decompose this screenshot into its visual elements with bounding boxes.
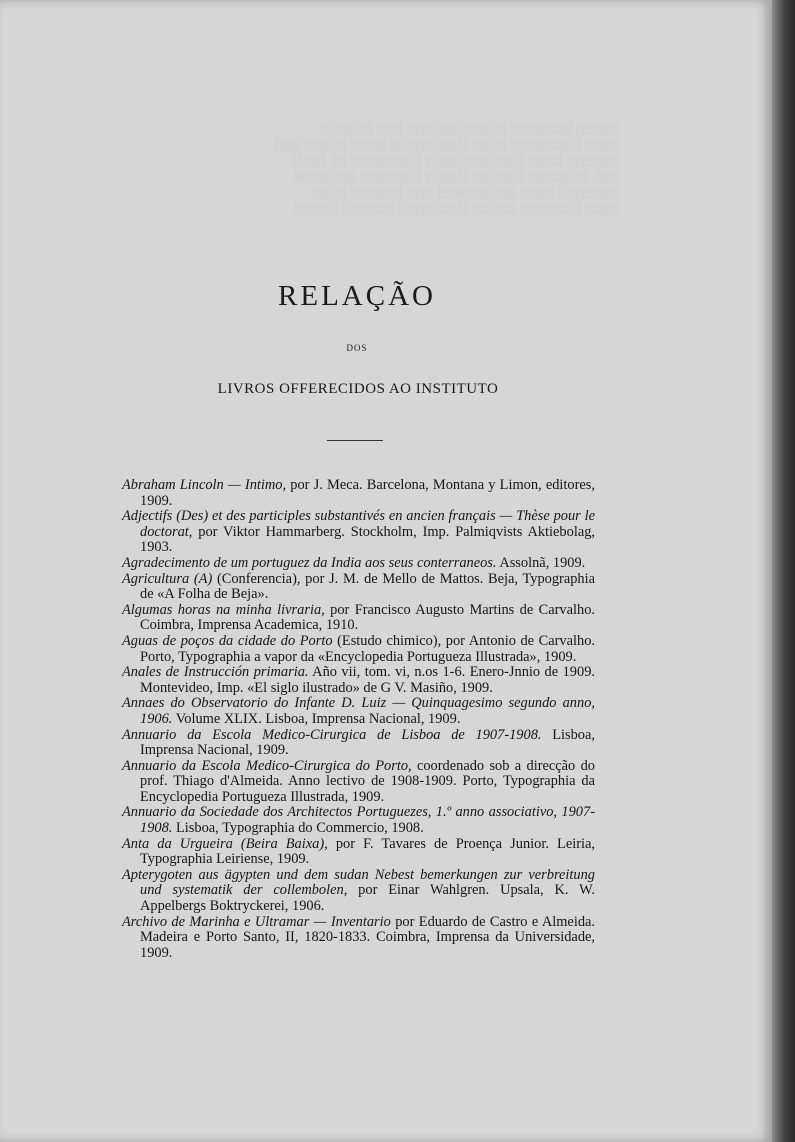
list-item [122, 478, 595, 509]
entry-title: Anales de Instrucción primaria. [122, 664, 309, 681]
entry-title: Annuario da Escola Medico-Cirurgica do Porto, [122, 757, 412, 774]
entry-title: Annuario da Escola Medico-Cirurgica de Lisboa de 1907-1908. [122, 726, 542, 743]
entry-details: coordenado sob a direcção do prof. Thiago d'Almeida. Anno lectivo de 1908-1909. Porto, Typographia da Encyclopedia Portugueza Illustrada, 1909. [140, 757, 595, 805]
list-item [122, 665, 595, 696]
entry-title: Agricultura (A) [122, 570, 213, 587]
entry-details: Assolnã, 1909. [496, 554, 586, 571]
entry-details: por F. Tavares de Proença Junior. Leiria, Typographia Leiriense, 1909. [140, 835, 596, 868]
entry-title: Aguas de poços da cidade do Porto [122, 632, 333, 649]
bleed-through-text: ░░░░░ ░░░░░░░ ░░░░░ ░░░░░░ ░░░ ░░░░░░ ░░░░ ░░░░░░░░ ░░░░ ░░░░░░░░░ ░░░░ ░░░░░ ░░░ ░░░░░░ ░░░░ ░░░░░░░ ░░░░ ░░░░░░░░ ░░ ░░░░ ░░░ ░░░░░░░ ░░░░░░ ░░░░░ ░░░░░░░ ░░░░░░░ ░░░░░░░ ░░░░ ░░░░░░░░░ ░░░ ░░░░░░ ░░░░ ░░░░ ░░░░░░░ ░░░░░ ░░░░░░░░ ░░░░░░ ░░░░░ [273, 121, 620, 215]
entry-details: por Einar Wahlgren. Upsala, K. W. Appelbergs Boktryckerei, 1906. [140, 882, 596, 915]
entry-title: Apterygoten aus ägypten und dem sudan Nebest bemerkungen zur verbreitung und systematik der collembolen, [122, 866, 595, 899]
entry-details: Lisboa, Imprensa Nacional, 1909. [140, 726, 595, 759]
section-divider [327, 440, 383, 441]
list-item [122, 696, 595, 727]
book-edge [772, 0, 795, 1142]
entry-details: Lisboa, Typographia do Commercio, 1908. [172, 820, 424, 837]
entry-details: (Estudo chimico), por Antonio de Carvalho. Porto, Typographia a vapor da «Encyclopedia Portugueza Illustrada», 1909. [140, 632, 595, 665]
list-item [122, 868, 595, 915]
list-item [122, 572, 595, 603]
entry-title: Abraham Lincoln — Intimo, [122, 477, 287, 493]
page-title: RELAÇÃO [278, 280, 436, 312]
list-item [122, 556, 595, 572]
entry-details: Año vii, tom. vi, n.os 1-6. Enero-Jnnio de 1909. Montevideo, Imp. «El siglo ilustrado» de G V. Masiño, 1909. [140, 664, 595, 696]
book-list [122, 478, 595, 961]
page-subtitle: LIVROS OFFERECIDOS AO INSTITUTO [217, 381, 499, 397]
entry-details: (Conferencia), por J. M. de Mello de Mattos. Beja, Typographia de «A Folha de Beja». [140, 570, 595, 603]
entry-title: Annuario da Sociedade dos Architectos Portuguezes, 1.º anno associativo, 1907-1908. [122, 804, 595, 837]
list-item [122, 603, 595, 634]
entry-title: Annaes do Observatorio do Infante D. Luiz — Quinquagesimo segundo anno, 1906. [122, 695, 595, 727]
entry-title: Adjectifs (Des) et des participles substantivés en ancien français — Thèse pour le doctorat, [122, 508, 595, 540]
title-connector: DOS [346, 343, 368, 353]
entry-title: Archivo de Marinha e Ultramar — Inventario [122, 913, 391, 930]
list-item [122, 759, 595, 806]
entry-title: Agradecimento de um portuguez da India aos seus conterraneos. [122, 554, 497, 571]
list-item [122, 805, 595, 836]
entry-details: por Francisco Augusto Martins de Carvalho. Coimbra, Imprensa Academica, 1910. [140, 601, 595, 634]
entry-details: Volume XLIX. Lisboa, Imprensa Nacional, 1909. [172, 710, 461, 727]
entry-details: por Eduardo de Castro e Almeida. Madeira e Porto Santo, II, 1820-1833. Coimbra, Imprensa da Universidade, 1909. [140, 913, 596, 961]
entry-title: Algumas horas na minha livraria, [122, 601, 325, 618]
list-item [122, 837, 595, 868]
entry-title: Anta da Urgueira (Beira Baixa), [122, 835, 328, 852]
list-item [122, 634, 595, 665]
list-item [122, 728, 595, 759]
entry-details: por J. Meca. Barcelona, Montana y Limon, editores, 1909. [140, 477, 595, 509]
list-item [122, 509, 595, 556]
entry-details: por Viktor Hammarberg. Stockholm, Imp. Palmiqvists Aktiebolag, 1903. [140, 523, 595, 556]
list-item [122, 915, 595, 962]
